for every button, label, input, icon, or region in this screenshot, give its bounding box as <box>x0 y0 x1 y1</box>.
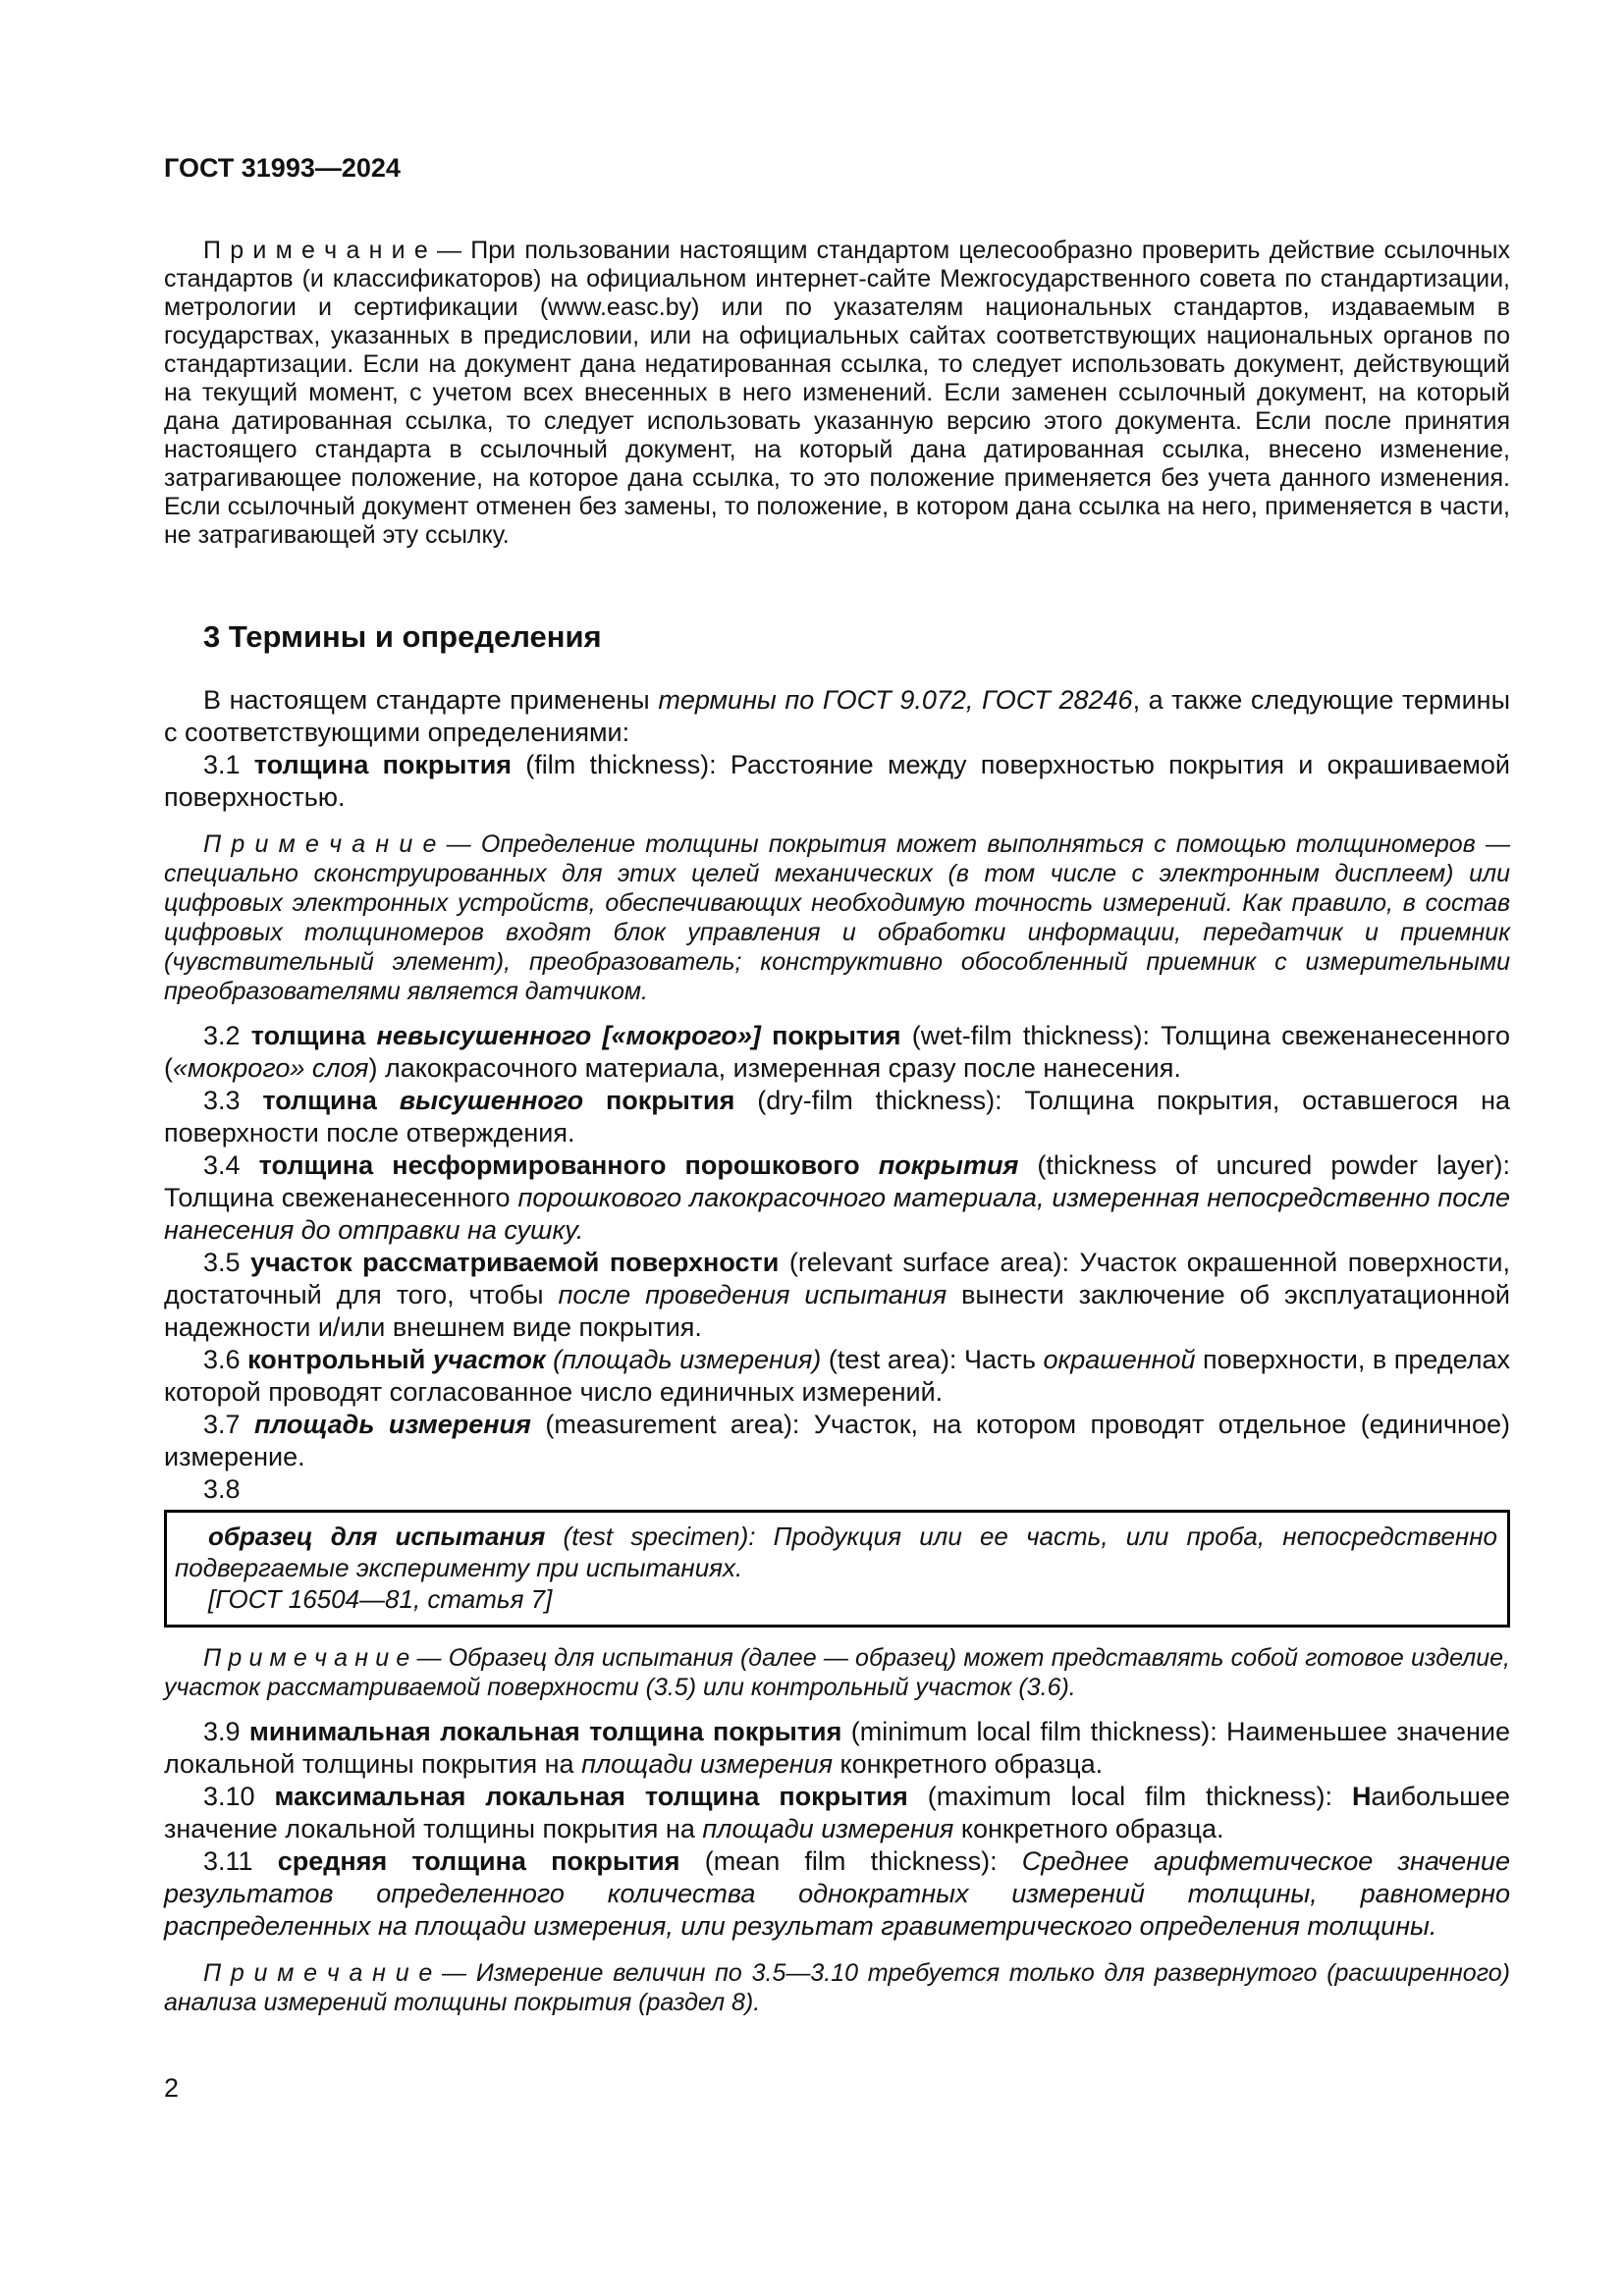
box-definition: образец для испытания (test specimen): Продукция или ее часть, или проба, непосредственно подвергаемые эксперименту при испытаниях. <box>175 1522 1497 1582</box>
note-specimen: П р и м е ч а н и е — Образец для испытания (далее — образец) может представлять собой готовое изделие, участок рассматриваемой поверхности (3.5) или контрольный участок (3.6). <box>164 1644 1510 1701</box>
section-heading: 3 Термины и определения <box>203 619 602 654</box>
term-3-8-number: 3.8 <box>203 1474 241 1504</box>
term-3-5: 3.5 участок рассматриваемой поверхности (relevant surface area): Участок окрашенной поверхности, достаточный для того, чтобы после проведения испытания вынести заключение об эксплуатационной надежности и/или внешнем виде покрытия. <box>164 1248 1510 1342</box>
term-3-4: 3.4 толщина несформированного порошкового покрытия (thickness of uncured powder layer): Толщина свеженанесенного порошкового лакокрасочного материала, измеренная непосредственно после нанесения до отправки на сушку. <box>164 1150 1511 1245</box>
definition-box <box>164 1510 1510 1628</box>
term-3-10: 3.10 максимальная локальная толщина покрытия (maximum local film thickness): Наибольшее значение локальной толщины покрытия на площади измерения конкретного образца. <box>164 1782 1510 1843</box>
term-3-2: 3.2 толщина невысушенного [«мокрого»] покрытия (wet-film thickness): Толщина свеженанесенного («мокрого» слоя) лакокрасочного материала, измеренная сразу после нанесения. <box>164 1021 1510 1083</box>
intro-paragraph: В настоящем стандарте применены термины по ГОСТ 9.072, ГОСТ 28246, а также следующие термины с соответствующими определениями: <box>164 685 1511 747</box>
term-3-7: 3.7 площадь измерения (measurement area): Участок, на котором проводят отдельное (единичное) измерение. <box>164 1410 1510 1471</box>
note-measurement-scope: П р и м е ч а н и е — Измерение величин по 3.5—3.10 требуется только для развернутого (расширенного) анализа измерений толщины покрытия (раздел 8). <box>164 1959 1510 2016</box>
term-3-6: 3.6 контрольный участок (площадь измерения) (test area): Часть окрашенной поверхности, в пределах которой проводят согласованное число единичных измерений. <box>164 1345 1510 1407</box>
box-citation: [ГОСТ 16504—81, статья 7] <box>208 1584 553 1614</box>
page-number: 2 <box>164 2073 180 2103</box>
note-thickness-gauges: П р и м е ч а н и е — Определение толщины покрытия может выполняться с помощью толщиномеров — специально сконструированных для этих целей механических (в том числе с электронным дисплеем) или цифровых электронных устройств, обеспечивающих необходимую точность измерений. Как правило, в состав цифровых толщиномеров входят блок управления и обработки информации, передатчик и приемник (чувствительный элемент), преобразователь; конструктивно обособленный приемник с измерительными преобразователями является датчиком. <box>164 830 1510 1005</box>
term-3-9: 3.9 минимальная локальная толщина покрытия (minimum local film thickness): Наименьшее значение локальной толщины покрытия на площади измерения конкретного образца. <box>164 1717 1510 1779</box>
term-3-3: 3.3 толщина высушенного покрытия (dry-film thickness): Толщина покрытия, оставшегося на поверхности после отверждения. <box>164 1086 1511 1148</box>
doc-header: ГОСТ 31993—2024 <box>164 153 401 183</box>
term-3-1: 3.1 толщина покрытия (film thickness): Расстояние между поверхностью покрытия и окрашиваемой поверхностью. <box>164 750 1510 812</box>
term-3-11: 3.11 средняя толщина покрытия (mean film thickness): Среднее арифметическое значение результатов определенного количества однократных измерений толщины, равномерно распределенных на площади измерения, или результат гравиметрического определения толщины. <box>164 1846 1510 1941</box>
note-references: П р и м е ч а н и е — При пользовании настоящим стандартом целесообразно проверить действие ссылочных стандартов (и классификаторов) на официальном интернет-сайте Межгосударственного совета по стандартизации, метрологии и сертификации (www.easc.by) или по указателям национальных стандартов, издаваемым в государствах, указанных в предисловии, или на официальных сайтах соответствующих национальных органов по стандартизации. Если на документ дана недатированная ссылка, то следует использовать документ, действующий на текущий момент, с учетом всех внесенных в него изменений. Если заменен ссылочный документ, на который дана датированная ссылка, то следует использовать указанную версию этого документа. Если после принятия настоящего стандарта в ссылочный документ, на который дана датированная ссылка, внесено изменение, затрагивающее положение, на которое дана ссылка, то это положение применяется без учета данного изменения. Если ссылочный документ отменен без замены, то положение, в котором дана ссылка на него, применяется в части, не затрагивающей эту ссылку. <box>164 237 1510 549</box>
